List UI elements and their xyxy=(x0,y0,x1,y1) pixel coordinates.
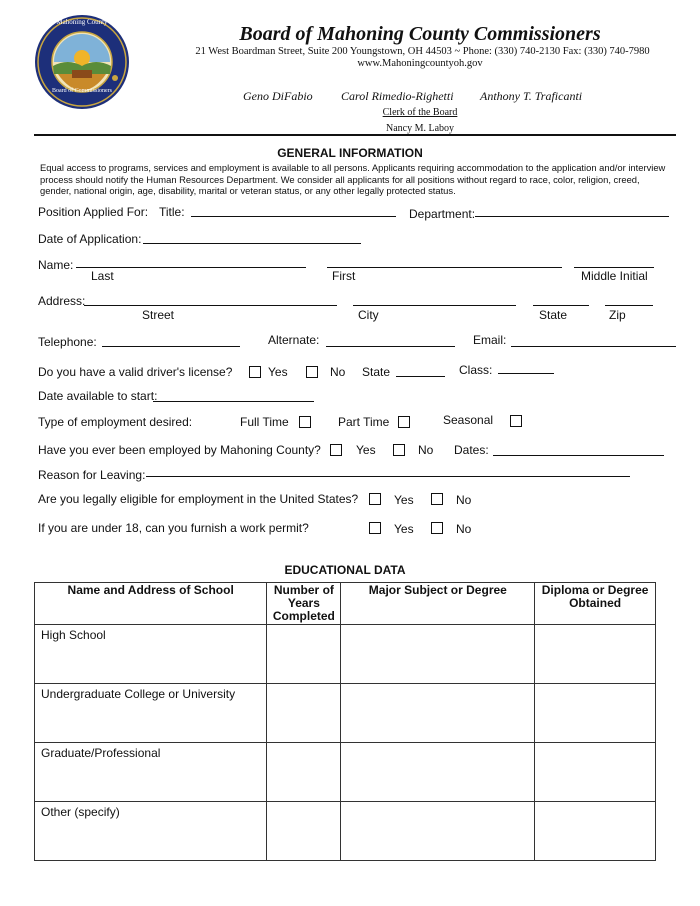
header-divider xyxy=(34,134,676,136)
row-label-undergraduate: Undergraduate College or University xyxy=(35,684,267,743)
employed-yes-checkbox[interactable] xyxy=(330,444,342,456)
row-label-high-school: High School xyxy=(35,625,267,684)
dates-label: Dates: xyxy=(454,443,489,457)
state-field[interactable] xyxy=(533,305,589,306)
diploma-cell[interactable] xyxy=(535,625,656,684)
col-school: Name and Address of School xyxy=(35,583,267,625)
state-sublabel: State xyxy=(539,308,568,322)
col-major: Major Subject or Degree xyxy=(341,583,535,625)
city-field[interactable] xyxy=(353,305,516,306)
zip-sublabel: Zip xyxy=(609,308,626,322)
county-seal xyxy=(34,14,130,110)
commissioner-2: Carol Rimedio-Righetti xyxy=(341,89,454,103)
major-cell[interactable] xyxy=(341,684,535,743)
license-no-label: No xyxy=(330,365,346,379)
eeo-notice: Equal access to programs, services and employment is available to all persons. Applicants requiring accommodation to the application and/or interview process should notify the Human Resources Department. We consider all applicants for all positions without regard to race, color, religion, creed, gender, national origin, age, disability, marital or veteran status, or any other legally protected status. xyxy=(40,162,666,196)
license-yes-label: Yes xyxy=(268,365,288,379)
years-cell[interactable] xyxy=(267,802,341,861)
street-sublabel: Street xyxy=(142,308,175,322)
title-field[interactable] xyxy=(191,216,396,217)
seal-bottom-text: Board of Commissioners xyxy=(52,88,112,94)
eligible-question: Are you legally eligible for employment in the United States? xyxy=(38,492,359,506)
employed-yes-label: Yes xyxy=(356,443,376,457)
alternate-field[interactable] xyxy=(326,346,455,347)
alternate-label: Alternate: xyxy=(268,333,320,347)
years-cell[interactable] xyxy=(267,743,341,802)
license-no-checkbox[interactable] xyxy=(306,366,318,378)
zip-field[interactable] xyxy=(605,305,653,306)
last-sublabel: Last xyxy=(91,269,114,283)
major-cell[interactable] xyxy=(341,802,535,861)
years-cell[interactable] xyxy=(267,625,341,684)
board-website: www.Mahoningcountyoh.gov xyxy=(357,58,483,69)
eligible-no-label: No xyxy=(456,493,472,507)
general-heading: GENERAL INFORMATION xyxy=(277,146,423,160)
permit-yes-checkbox[interactable] xyxy=(369,522,381,534)
license-question: Do you have a valid driver's license? xyxy=(38,365,233,379)
department-label: Department: xyxy=(409,207,476,221)
employment-type-label: Type of employment desired: xyxy=(38,415,193,429)
last-name-field[interactable] xyxy=(76,267,306,268)
major-cell[interactable] xyxy=(341,743,535,802)
row-label-other: Other (specify) xyxy=(35,802,267,861)
board-address: 21 West Boardman Street, Suite 200 Youngstown, OH 44503 ~ Phone: (330) 740-2130 Fax: (330) 740-7980 xyxy=(195,46,650,57)
city-sublabel: City xyxy=(358,308,379,322)
email-field[interactable] xyxy=(511,346,676,347)
permit-yes-label: Yes xyxy=(394,522,414,536)
diploma-cell[interactable] xyxy=(535,684,656,743)
board-title: Board of Mahoning County Commissioners xyxy=(239,23,601,45)
date-application-label: Date of Application: xyxy=(38,232,142,246)
license-state-field[interactable] xyxy=(396,376,445,377)
telephone-label: Telephone: xyxy=(38,335,97,349)
license-yes-checkbox[interactable] xyxy=(249,366,261,378)
middle-initial-field[interactable] xyxy=(574,267,654,268)
eligible-yes-checkbox[interactable] xyxy=(369,493,381,505)
clerk-label: Clerk of the Board xyxy=(382,107,458,118)
middle-sublabel: Middle Initial xyxy=(581,269,648,283)
reason-label: Reason for Leaving: xyxy=(38,468,146,482)
diploma-cell[interactable] xyxy=(535,802,656,861)
address-label: Address: xyxy=(38,294,86,308)
years-cell[interactable] xyxy=(267,684,341,743)
first-sublabel: First xyxy=(332,269,356,283)
col-diploma: Diploma or Degree Obtained xyxy=(535,583,656,625)
diploma-cell[interactable] xyxy=(535,743,656,802)
date-application-field[interactable] xyxy=(143,243,361,244)
reason-field[interactable] xyxy=(146,476,630,477)
eligible-no-checkbox[interactable] xyxy=(431,493,443,505)
street-field[interactable] xyxy=(84,305,337,306)
education-table xyxy=(34,582,656,861)
first-name-field[interactable] xyxy=(327,267,562,268)
license-class-label: Class: xyxy=(459,363,493,377)
table-row xyxy=(35,743,656,802)
department-field[interactable] xyxy=(475,216,669,217)
part-time-checkbox[interactable] xyxy=(398,416,410,428)
date-available-field[interactable] xyxy=(153,401,314,402)
full-time-checkbox[interactable] xyxy=(299,416,311,428)
education-heading: EDUCATIONAL DATA xyxy=(284,563,406,577)
row-label-graduate: Graduate/Professional xyxy=(35,743,267,802)
part-time-label: Part Time xyxy=(338,415,390,429)
telephone-field[interactable] xyxy=(102,346,240,347)
email-label: Email: xyxy=(473,333,507,347)
employed-no-label: No xyxy=(418,443,434,457)
seal-top-text: Mahoning County xyxy=(56,18,108,26)
dates-field[interactable] xyxy=(493,455,664,456)
commissioner-3: Anthony T. Traficanti xyxy=(480,89,583,103)
seasonal-label: Seasonal xyxy=(443,413,494,427)
commissioner-1: Geno DiFabio xyxy=(243,89,313,103)
table-row xyxy=(35,802,656,861)
license-class-field[interactable] xyxy=(498,373,554,374)
eligible-yes-label: Yes xyxy=(394,493,414,507)
license-state-label: State xyxy=(362,365,391,379)
name-label: Name: xyxy=(38,258,74,272)
position-label: Position Applied For: xyxy=(38,205,149,219)
full-time-label: Full Time xyxy=(240,415,289,429)
education-header-row xyxy=(35,583,656,625)
title-label: Title: xyxy=(159,205,185,219)
table-row xyxy=(35,625,656,684)
major-cell[interactable] xyxy=(341,625,535,684)
col-years: Number of Years Completed xyxy=(267,583,341,625)
permit-no-checkbox[interactable] xyxy=(431,522,443,534)
clerk-name: Nancy M. Laboy xyxy=(385,123,455,134)
permit-question: If you are under 18, can you furnish a work permit? xyxy=(38,521,309,535)
seasonal-checkbox[interactable] xyxy=(510,415,522,427)
permit-no-label: No xyxy=(456,522,472,536)
employed-no-checkbox[interactable] xyxy=(393,444,405,456)
table-row xyxy=(35,684,656,743)
seal-graphic xyxy=(34,14,130,110)
employed-question: Have you ever been employed by Mahoning County? xyxy=(38,443,321,457)
date-available-label: Date available to start: xyxy=(38,389,158,403)
